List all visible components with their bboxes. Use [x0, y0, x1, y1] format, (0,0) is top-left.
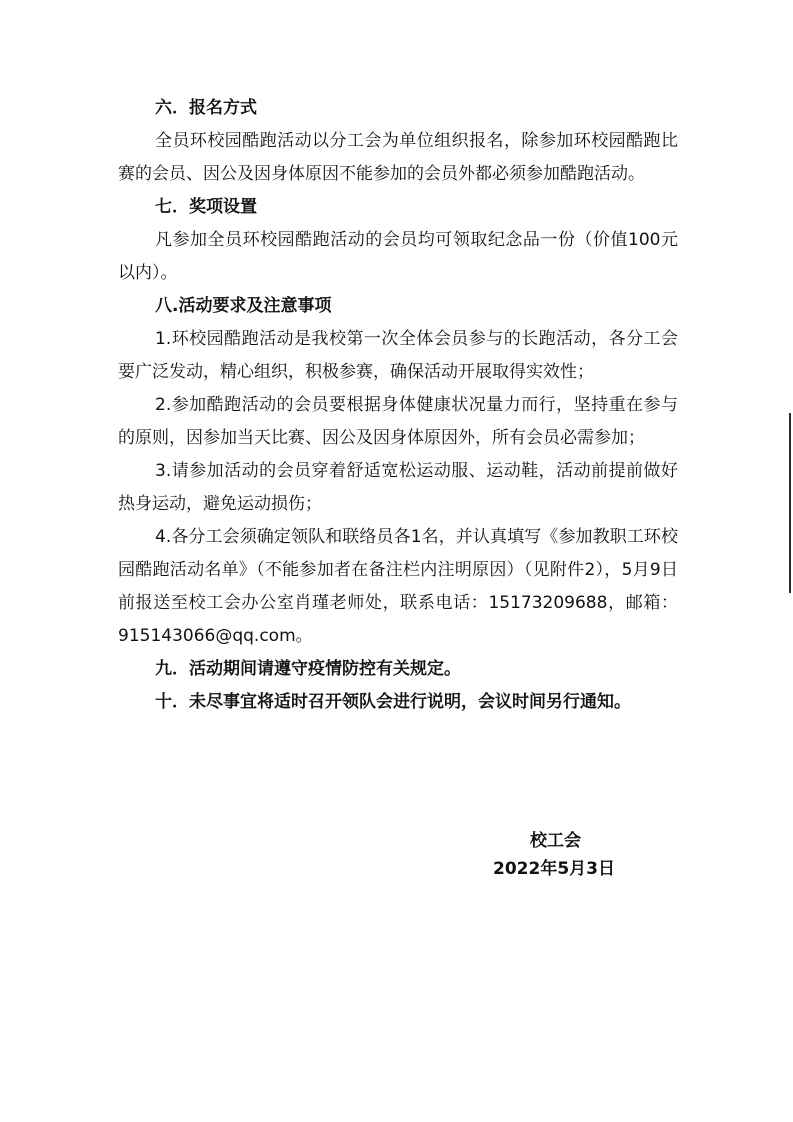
section-awards: [118, 191, 678, 290]
section-heading: 九．活动期间请遵守疫情防控有关规定。: [155, 659, 461, 679]
document-body: [118, 92, 678, 719]
section-paragraph: 凡参加全员环校园酷跑活动的会员均可领取纪念品一份（价值100元以内）。: [118, 230, 678, 283]
section-other-matters: [118, 686, 678, 719]
section-heading: 六．报名方式: [155, 98, 257, 118]
section-requirements: [118, 290, 678, 653]
section-paragraph: 2.参加酷跑活动的会员要根据身体健康状况量力而行，坚持重在参与的原则，因参加当天比赛、因公及因身体原因外，所有会员必需参加；: [118, 395, 678, 448]
section-paragraph: 全员环校园酷跑活动以分工会为单位组织报名，除参加环校园酷跑比赛的会员、因公及因身体原因不能参加的会员外都必须参加酷跑活动。: [118, 131, 678, 184]
signature-org: 校工会: [530, 831, 581, 851]
section-heading: 七．奖项设置: [155, 197, 257, 217]
section-heading: 八.活动要求及注意事项: [155, 296, 332, 316]
signature-date: 2022年5月3日: [493, 859, 615, 879]
section-paragraph: 4.各分工会须确定领队和联络员各1名，并认真填写《参加教职工环校园酷跑活动名单》（不能参加者在备注栏内注明原因）（见附件2），5月9日前报送至校工会办公室肖瑾老师处，联系电话：15173209688，邮箱：915143066@qq.com。: [118, 527, 678, 646]
page-edge-mark: [789, 413, 791, 593]
section-heading: 十．未尽事宜将适时召开领队会进行说明，会议时间另行通知。: [155, 692, 631, 712]
section-paragraph: 1.环校园酷跑活动是我校第一次全体会员参与的长跑活动，各分工会要广泛发动，精心组织，积极参赛，确保活动开展取得实效性；: [118, 329, 678, 382]
section-registration: [118, 92, 678, 191]
section-epidemic-rules: [118, 653, 678, 686]
section-paragraph: 3.请参加活动的会员穿着舒适宽松运动服、运动鞋，活动前提前做好热身运动，避免运动损伤；: [118, 461, 678, 514]
